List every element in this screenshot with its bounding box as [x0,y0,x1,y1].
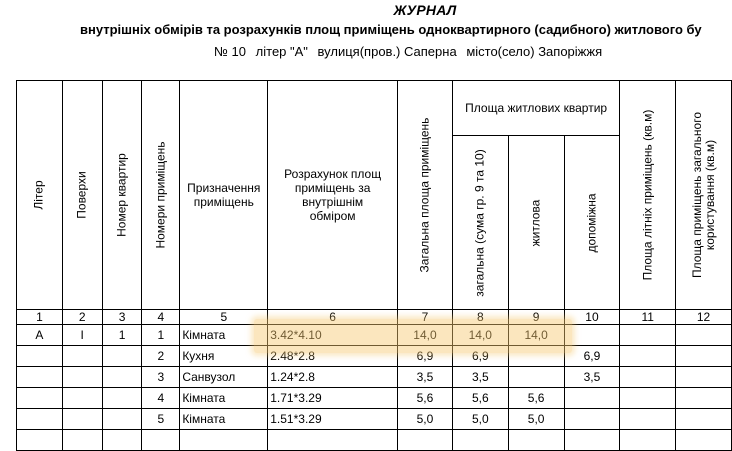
cell-apartment [102,346,142,367]
cell-common-area [676,388,732,409]
cell-living: 14,0 [508,325,564,346]
cell-apartment-total: 5,0 [452,409,508,430]
cell-calculation [268,430,398,451]
cell-floor [62,388,102,409]
header-calculation: Розрахунок площ приміщень за внутрішнім обміром [268,81,398,310]
column-number: 10 [564,310,620,325]
cell-apartment [102,388,142,409]
column-number: 2 [62,310,102,325]
cell-common-area [676,325,732,346]
cell-apartment-total: 3,5 [452,367,508,388]
cell-purpose: Санвузол [180,367,268,388]
cell-floor: I [62,325,102,346]
table-body [17,325,732,451]
cell-total-area [398,430,453,451]
cell-room: 1 [142,325,180,346]
cell-room: 2 [142,346,180,367]
cell-calculation: 1.71*3.29 [268,388,398,409]
table-row [17,388,732,409]
cell-auxiliary: 6,9 [564,346,620,367]
header-living-total: загальна (сума гр. 9 та 10) [452,136,508,310]
meta-number: № 10 [214,44,247,59]
cell-liter: А [17,325,63,346]
header-liter: Літер [17,81,63,310]
cell-summer-area [620,367,676,388]
header-room-no: Номери приміщень [142,81,180,310]
cell-liter [17,346,63,367]
cell-total-area: 5,6 [398,388,453,409]
cell-purpose: Кухня [180,346,268,367]
cell-auxiliary [564,409,620,430]
header-floors: Поверхи [62,81,102,310]
cell-auxiliary: 3,5 [564,367,620,388]
cell-calculation: 3.42*4.10 [268,325,398,346]
cell-common-area [676,346,732,367]
cell-calculation: 1.51*3.29 [268,409,398,430]
cell-living [508,430,564,451]
cell-total-area: 5,0 [398,409,453,430]
cell-apartment-total: 14,0 [452,325,508,346]
cell-purpose: Кімната [180,388,268,409]
cell-summer-area [620,430,676,451]
cell-apartment-total [452,430,508,451]
cell-room: 3 [142,367,180,388]
cell-total-area: 14,0 [398,325,453,346]
table-row [17,346,732,367]
cell-common-area [676,409,732,430]
column-number: 4 [142,310,180,325]
cell-total-area: 6,9 [398,346,453,367]
column-number: 3 [102,310,142,325]
cell-living: 5,0 [508,409,564,430]
journal-meta [214,44,608,59]
column-number: 12 [676,310,732,325]
cell-summer-area [620,388,676,409]
cell-living [508,346,564,367]
cell-common-area [676,367,732,388]
column-number: 5 [180,310,268,325]
column-number: 1 [17,310,63,325]
cell-total-area: 3,5 [398,367,453,388]
cell-room: 5 [142,409,180,430]
cell-room: 4 [142,388,180,409]
cell-apartment [102,409,142,430]
cell-liter [17,430,63,451]
journal-title: ЖУРНАЛ [393,2,457,18]
header-summer-area: Площа літніх приміщень (кв.м) [620,81,676,310]
header-total-area: Загальна площа приміщень [398,81,453,310]
cell-floor [62,409,102,430]
header-living-area-group: Площа житлових квартир [452,81,619,136]
measurements-table [16,80,732,451]
cell-floor [62,367,102,388]
cell-summer-area [620,346,676,367]
meta-liter: літер "А" [255,44,308,59]
cell-apartment: 1 [102,325,142,346]
table-header-row [17,81,732,136]
header-common-area: Площа приміщень загального користування (кв.м) [676,81,732,310]
header-apartment-no: Номер квартир [102,81,142,310]
cell-living: 5,6 [508,388,564,409]
measurements-table-wrapper [16,80,732,451]
cell-liter [17,388,63,409]
table-row [17,430,732,451]
cell-floor [62,346,102,367]
cell-summer-area [620,325,676,346]
cell-liter [17,409,63,430]
header-living: житлова [508,136,564,310]
journal-subtitle: внутрішніх обмірів та розрахунків площ приміщень одноквартирного (садибного) житлового бу [80,22,702,37]
cell-apartment [102,367,142,388]
table-row [17,409,732,430]
column-number: 11 [620,310,676,325]
cell-calculation: 1.24*2.8 [268,367,398,388]
header-auxiliary: допоміжна [564,136,620,310]
cell-apartment [102,430,142,451]
cell-purpose: Кімната [180,409,268,430]
meta-street: вулиця(пров.) Саперна [317,44,457,59]
cell-purpose: Кімната [180,325,268,346]
cell-floor [62,430,102,451]
cell-apartment-total: 5,6 [452,388,508,409]
cell-apartment-total: 6,9 [452,346,508,367]
column-numbers-row [17,310,732,325]
cell-auxiliary [564,430,620,451]
cell-purpose [180,430,268,451]
cell-calculation: 2.48*2.8 [268,346,398,367]
table-row [17,367,732,388]
cell-summer-area [620,409,676,430]
meta-city: місто(село) Запоріжжя [466,44,603,59]
cell-auxiliary [564,325,620,346]
cell-common-area [676,430,732,451]
cell-room [142,430,180,451]
column-number: 8 [452,310,508,325]
column-number: 7 [398,310,453,325]
column-number: 6 [268,310,398,325]
table-row [17,325,732,346]
header-purpose: Призначення приміщень [180,81,268,310]
cell-auxiliary [564,388,620,409]
cell-liter [17,367,63,388]
cell-living [508,367,564,388]
column-number: 9 [508,310,564,325]
